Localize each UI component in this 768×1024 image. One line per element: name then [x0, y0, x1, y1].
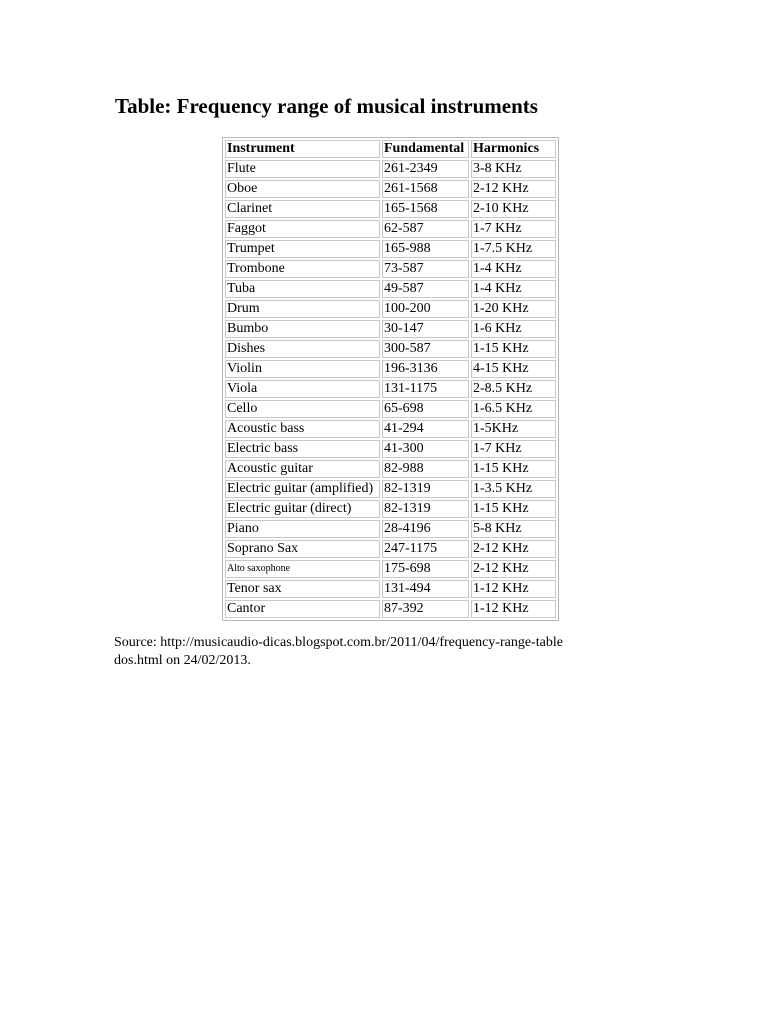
table-row — [225, 440, 556, 458]
cell-harmonics: 1-4 KHz — [471, 280, 556, 298]
cell-harmonics: 3-8 KHz — [471, 160, 556, 178]
cell-instrument: Acoustic guitar — [225, 460, 380, 478]
cell-harmonics: 2-8.5 KHz — [471, 380, 556, 398]
cell-harmonics: 2-10 KHz — [471, 200, 556, 218]
cell-instrument: Electric guitar (amplified) — [225, 480, 380, 498]
cell-fundamental: 300-587 — [382, 340, 469, 358]
cell-harmonics: 1-15 KHz — [471, 500, 556, 518]
table-row — [225, 520, 556, 538]
cell-fundamental: 49-587 — [382, 280, 469, 298]
cell-instrument: Dishes — [225, 340, 380, 358]
cell-fundamental: 41-294 — [382, 420, 469, 438]
table-row — [225, 340, 556, 358]
cell-fundamental: 165-988 — [382, 240, 469, 258]
cell-instrument: Viola — [225, 380, 380, 398]
cell-instrument: Tenor sax — [225, 580, 380, 598]
cell-fundamental: 30-147 — [382, 320, 469, 338]
table-row — [225, 300, 556, 318]
table-row — [225, 540, 556, 558]
cell-fundamental: 165-1568 — [382, 200, 469, 218]
source-citation — [114, 634, 634, 670]
cell-instrument: Cello — [225, 400, 380, 418]
column-header-harmonics: Harmonics — [471, 140, 556, 158]
cell-fundamental: 247-1175 — [382, 540, 469, 558]
cell-instrument: Trombone — [225, 260, 380, 278]
cell-instrument: Soprano Sax — [225, 540, 380, 558]
table-row — [225, 600, 556, 618]
cell-instrument: Clarinet — [225, 200, 380, 218]
table-row — [225, 200, 556, 218]
cell-instrument: Trumpet — [225, 240, 380, 258]
cell-harmonics: 1-15 KHz — [471, 460, 556, 478]
cell-fundamental: 73-587 — [382, 260, 469, 278]
cell-harmonics: 1-6 KHz — [471, 320, 556, 338]
cell-harmonics: 2-12 KHz — [471, 180, 556, 198]
cell-harmonics: 4-15 KHz — [471, 360, 556, 378]
cell-instrument: Electric bass — [225, 440, 380, 458]
cell-harmonics: 1-7.5 KHz — [471, 240, 556, 258]
cell-harmonics: 1-5KHz — [471, 420, 556, 438]
cell-instrument: Oboe — [225, 180, 380, 198]
column-header-fundamental: Fundamental — [382, 140, 469, 158]
frequency-table — [222, 137, 559, 621]
cell-instrument: Cantor — [225, 600, 380, 618]
cell-fundamental: 62-587 — [382, 220, 469, 238]
cell-fundamental: 82-1319 — [382, 480, 469, 498]
source-line-2: dos.html on 24/02/2013. — [114, 653, 251, 668]
cell-harmonics: 1-7 KHz — [471, 220, 556, 238]
table-row — [225, 380, 556, 398]
cell-fundamental: 261-2349 — [382, 160, 469, 178]
cell-fundamental: 196-3136 — [382, 360, 469, 378]
table-row — [225, 280, 556, 298]
cell-instrument: Alto saxophone — [225, 560, 380, 578]
table-row — [225, 220, 556, 238]
cell-harmonics: 1-3.5 KHz — [471, 480, 556, 498]
cell-fundamental: 131-494 — [382, 580, 469, 598]
cell-harmonics: 1-20 KHz — [471, 300, 556, 318]
cell-instrument: Acoustic bass — [225, 420, 380, 438]
column-header-instrument: Instrument — [225, 140, 380, 158]
table-row — [225, 500, 556, 518]
table-row — [225, 480, 556, 498]
table-row — [225, 160, 556, 178]
table-row — [225, 460, 556, 478]
cell-harmonics: 2-12 KHz — [471, 560, 556, 578]
cell-harmonics: 1-15 KHz — [471, 340, 556, 358]
cell-fundamental: 28-4196 — [382, 520, 469, 538]
cell-harmonics: 1-12 KHz — [471, 600, 556, 618]
table-row — [225, 420, 556, 438]
cell-instrument: Electric guitar (direct) — [225, 500, 380, 518]
table-row — [225, 240, 556, 258]
cell-harmonics: 5-8 KHz — [471, 520, 556, 538]
cell-harmonics: 1-7 KHz — [471, 440, 556, 458]
cell-instrument: Faggot — [225, 220, 380, 238]
table-header-row — [225, 140, 556, 158]
table-row — [225, 580, 556, 598]
table-row — [225, 260, 556, 278]
cell-harmonics: 1-12 KHz — [471, 580, 556, 598]
cell-fundamental: 65-698 — [382, 400, 469, 418]
cell-instrument: Tuba — [225, 280, 380, 298]
cell-fundamental: 41-300 — [382, 440, 469, 458]
cell-fundamental: 261-1568 — [382, 180, 469, 198]
cell-instrument: Piano — [225, 520, 380, 538]
cell-fundamental: 87-392 — [382, 600, 469, 618]
cell-harmonics: 1-4 KHz — [471, 260, 556, 278]
table-row — [225, 360, 556, 378]
cell-fundamental: 82-1319 — [382, 500, 469, 518]
cell-fundamental: 100-200 — [382, 300, 469, 318]
cell-instrument: Bumbo — [225, 320, 380, 338]
table-row — [225, 320, 556, 338]
source-line-1: Source: http://musicaudio-dicas.blogspot.com.br/2011/04/frequency-range-table — [114, 635, 563, 650]
cell-fundamental: 175-698 — [382, 560, 469, 578]
table-row — [225, 560, 556, 578]
table-body — [225, 160, 556, 618]
cell-harmonics: 1-6.5 KHz — [471, 400, 556, 418]
cell-fundamental: 82-988 — [382, 460, 469, 478]
cell-instrument: Drum — [225, 300, 380, 318]
cell-instrument: Violin — [225, 360, 380, 378]
page-title: Table: Frequency range of musical instruments — [115, 94, 538, 118]
cell-instrument: Flute — [225, 160, 380, 178]
cell-fundamental: 131-1175 — [382, 380, 469, 398]
cell-harmonics: 2-12 KHz — [471, 540, 556, 558]
table-row — [225, 400, 556, 418]
table-row — [225, 180, 556, 198]
